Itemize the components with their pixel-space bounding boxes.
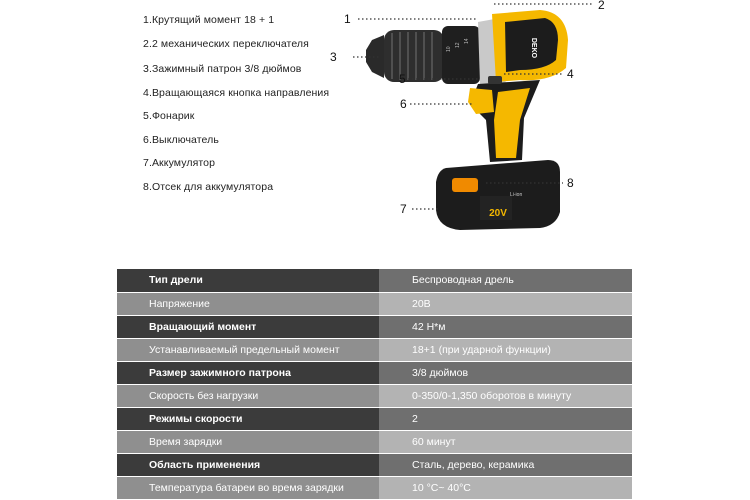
spec-row	[117, 430, 632, 453]
feature-item: 1.Крутящий момент 18 + 1	[143, 14, 275, 26]
spec-table	[117, 269, 632, 500]
feature-item: 7.Аккумулятор	[143, 157, 216, 169]
spec-row	[117, 315, 632, 338]
spec-value: 18+1 (при ударной функции)	[379, 338, 632, 361]
spec-label: Область применения	[117, 453, 379, 476]
feature-item: 8.Отсек для аккумулятора	[143, 181, 274, 193]
spec-row	[117, 476, 632, 499]
spec-row	[117, 361, 632, 384]
spec-value: 20В	[379, 292, 632, 315]
spec-label: Устанавливаемый предельный момент	[117, 338, 379, 361]
spec-value: Сталь, дерево, керамика	[379, 453, 632, 476]
chuck-tip	[366, 35, 384, 78]
spec-row	[117, 292, 632, 315]
callout-6: 6	[400, 97, 407, 111]
callout-7: 7	[400, 202, 407, 216]
brand-logo: DEKO	[530, 37, 537, 59]
spec-value: 42 Н*м	[379, 315, 632, 338]
clutch-number: 14	[464, 38, 470, 44]
spec-label: Размер зажимного патрона	[117, 361, 379, 384]
feature-item: 2.2 механических переключателя	[143, 38, 309, 50]
callout-4: 4	[567, 67, 574, 81]
spec-label: Скорость без нагрузки	[117, 384, 379, 407]
clutch-ring	[442, 26, 480, 84]
spec-value: 10 °C~ 40°C	[379, 476, 632, 499]
spec-label: Напряжение	[117, 292, 379, 315]
feature-item: 5.Фонарик	[143, 110, 195, 122]
trigger	[468, 88, 494, 114]
spec-value: 0-350/0-1,350 оборотов в минуту	[379, 384, 632, 407]
battery-type: Li-ion	[510, 192, 523, 198]
spec-row	[117, 453, 632, 476]
spec-row	[117, 269, 632, 292]
spec-row	[117, 338, 632, 361]
spec-label: Время зарядки	[117, 430, 379, 453]
callout-5: 5	[399, 72, 406, 86]
spec-row	[117, 407, 632, 430]
spec-value: Беспроводная дрель	[379, 269, 632, 292]
grip	[494, 88, 530, 158]
battery-release	[452, 178, 478, 192]
feature-item: 6.Выключатель	[143, 134, 219, 146]
spec-label: Режимы скорости	[117, 407, 379, 430]
clutch-number: 12	[455, 42, 461, 48]
callout-3: 3	[330, 50, 337, 64]
spec-value: 2	[379, 407, 632, 430]
clutch-number: 10	[446, 46, 452, 52]
feature-item: 4.Вращающаяся кнопка направления	[143, 87, 330, 99]
spec-label: Тип дрели	[117, 269, 379, 292]
drill-illustration	[366, 10, 568, 230]
callout-2: 2	[598, 0, 605, 12]
spec-label: Вращающий момент	[117, 315, 379, 338]
callout-1: 1	[344, 12, 351, 26]
spec-value: 3/8 дюймов	[379, 361, 632, 384]
spec-row	[117, 384, 632, 407]
feature-item: 3.Зажимный патрон 3/8 дюймов	[143, 63, 302, 75]
spec-label: Температура батареи во время зарядки	[117, 476, 379, 499]
callout-8: 8	[567, 176, 574, 190]
direction-button	[488, 76, 502, 84]
battery-voltage: 20V	[489, 208, 507, 219]
spec-value: 60 минут	[379, 430, 632, 453]
